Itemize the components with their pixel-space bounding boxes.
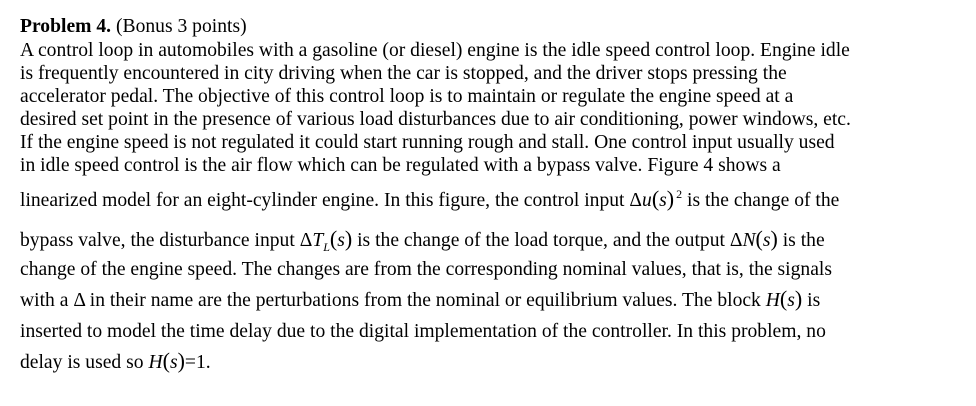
problem-title-line <box>20 16 247 38</box>
paragraph-line-8-text-c: is the <box>782 230 825 251</box>
subscript-L: L <box>323 240 330 254</box>
delta-symbol: Δ <box>729 230 743 251</box>
paragraph-line-12 <box>20 350 211 374</box>
paragraph-line-7-text-a: linearized model for an eight-cylinder engine. In this figure, the control input <box>20 190 625 211</box>
problem-heading: Problem 4. <box>20 16 112 37</box>
var-s: s <box>762 230 771 251</box>
delta-symbol: Δ <box>629 190 643 211</box>
paragraph-line-11: inserted to model the time delay due to the digital implementation of the controller. In this problem, no <box>20 321 826 342</box>
math-delta-n-of-s: ΔN(s) <box>729 226 778 251</box>
math-delta-u-of-s: Δu(s) <box>629 186 675 211</box>
paragraph-line-7-text-b: is the change of the <box>687 190 840 211</box>
paragraph-line-12-text-a: delay is used so <box>20 352 144 373</box>
var-u: u <box>642 190 652 211</box>
var-N: N <box>742 230 756 251</box>
var-H: H <box>765 290 780 311</box>
var-T: T <box>312 230 324 251</box>
paragraph-line-1: A control loop in automobiles with a gasoline (or diesel) engine is the idle speed control loop. Engine idle <box>20 40 850 61</box>
delta-symbol: Δ <box>299 230 313 251</box>
delta-symbol-inline: Δ <box>73 290 85 311</box>
paragraph-line-10-text-a: with a <box>20 290 69 311</box>
var-s: s <box>787 290 795 311</box>
problem-bonus: (Bonus 3 points) <box>115 16 247 37</box>
paragraph-line-10 <box>20 288 820 312</box>
paragraph-line-3: accelerator pedal. The objective of this control loop is to maintain or regulate the engine speed at a <box>20 86 794 107</box>
footnote-superscript: 2 <box>676 187 683 201</box>
paragraph-line-6: in idle speed control is the air flow which can be regulated with a bypass valve. Figure 4 shows a <box>20 155 781 176</box>
paragraph-line-5: If the engine speed is not regulated it could start running rough and stall. One control input usually used <box>20 132 835 153</box>
paragraph-line-2: is frequently encountered in city driving when the car is stopped, and the driver stops pressing the <box>20 63 787 84</box>
var-H: H <box>148 352 163 373</box>
math-h-equals-1: H(s)=1. <box>148 348 211 373</box>
var-s: s <box>169 352 178 373</box>
var-s: s <box>337 230 345 251</box>
math-h-of-s: H(s) <box>765 286 803 311</box>
paragraph-line-10-text-b: in their name are the perturbations from the nominal or equilibrium values. The block <box>89 290 761 311</box>
paragraph-line-9: change of the engine speed. The changes are from the corresponding nominal values, that is, the signals <box>20 259 832 280</box>
paragraph-line-4: desired set point in the presence of various load disturbances due to air conditioning, power windows, etc. <box>20 109 851 130</box>
var-s: s <box>659 190 667 211</box>
equals-one: =1. <box>184 352 211 373</box>
paragraph-line-8 <box>20 228 825 253</box>
paragraph-line-8-text-a: bypass valve, the disturbance input <box>20 230 295 251</box>
paragraph-line-8-text-b: is the change of the load torque, and the output <box>357 230 725 251</box>
paragraph-line-7 <box>20 188 839 213</box>
paragraph-line-10-text-c: is <box>807 290 821 311</box>
math-delta-tl-of-s: $\Delta T_L(s)$ <box>299 226 353 254</box>
